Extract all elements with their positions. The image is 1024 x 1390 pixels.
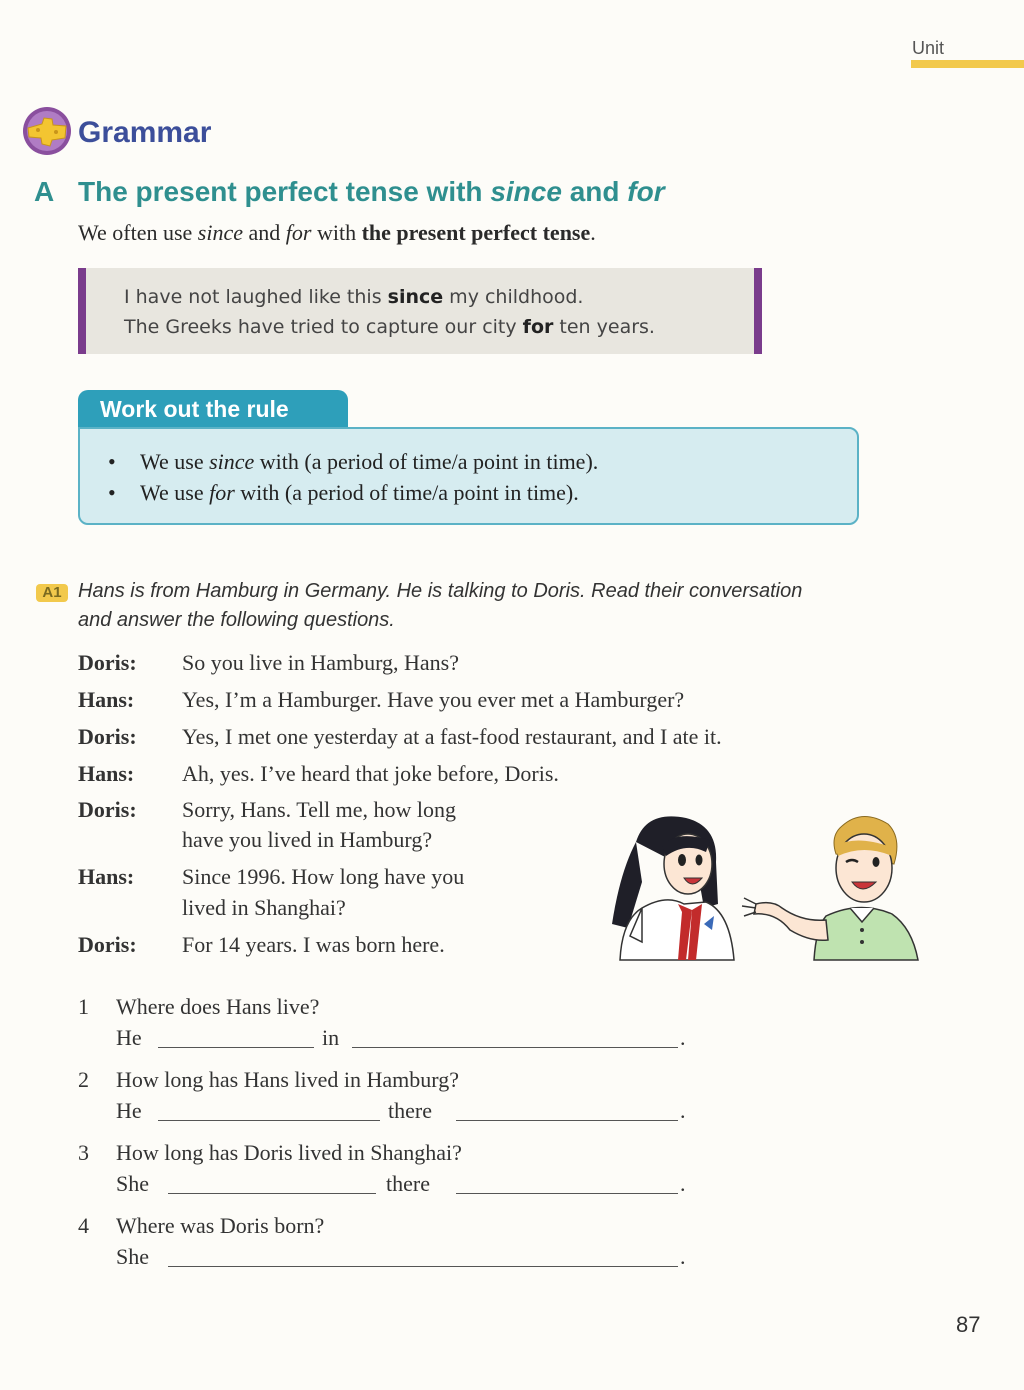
dialogue-line: lived in Shanghai? — [182, 895, 346, 920]
rule-item: • We use since with (a period of time/a point in time). — [108, 449, 599, 474]
dialogue-line: Yes, I met one yesterday at a fast-food restaurant, and I ate it. — [182, 724, 722, 749]
doris-figure — [612, 816, 734, 960]
dialogue-line: Yes, I’m a Hamburger. Have you ever met a Hamburger? — [182, 687, 685, 712]
answer-blank[interactable] — [168, 1266, 678, 1267]
answer-middle-word: there — [388, 1098, 432, 1123]
dialogue-speaker: Doris: — [78, 932, 137, 957]
example-sentence: I have not laughed like this since my childhood. — [124, 286, 584, 308]
answer-start-word: She — [116, 1171, 149, 1196]
activity-instruction: and answer the following questions. — [78, 609, 395, 631]
page-number: 87 — [956, 1312, 981, 1337]
answer-blank[interactable] — [168, 1193, 376, 1194]
dialogue-speaker: Doris: — [78, 724, 137, 749]
dialogue-line: So you live in Hamburg, Hans? — [182, 650, 460, 675]
answer-blank[interactable] — [352, 1047, 678, 1048]
answer-start-word: She — [116, 1244, 149, 1269]
answer-blank[interactable] — [456, 1120, 678, 1121]
answer-period: . — [680, 1098, 686, 1123]
example-sentence: The Greeks have tried to capture our city for ten years. — [124, 316, 655, 338]
answer-middle-word: in — [322, 1025, 340, 1050]
answer-start-word: He — [116, 1098, 142, 1123]
dialogue-line: Sorry, Hans. Tell me, how long — [182, 797, 457, 822]
rule-title: Work out the rule — [100, 396, 289, 422]
answer-middle-word: there — [386, 1171, 430, 1196]
dialogue-line: have you lived in Hamburg? — [182, 827, 433, 852]
question-text: How long has Doris lived in Shanghai? — [116, 1140, 462, 1165]
activity-instruction: Hans is from Hamburg in Germany. He is talking to Doris. Read their conversation — [78, 580, 803, 602]
hans-figure — [742, 816, 918, 960]
answer-blank[interactable] — [456, 1193, 678, 1194]
dialogue-line: Since 1996. How long have you — [182, 864, 465, 889]
puzzle-icon — [22, 106, 72, 156]
section-letter: A — [34, 176, 55, 207]
unit-tab-bar — [911, 60, 1024, 68]
answer-period: . — [680, 1025, 686, 1050]
question-number: 4 — [78, 1213, 89, 1238]
answer-start-word: He — [116, 1025, 142, 1050]
dialogue-speaker: Doris: — [78, 650, 137, 675]
grammar-heading: Grammar — [78, 116, 212, 149]
dialogue-speaker: Doris: — [78, 797, 137, 822]
section-intro: We often use since and for with the present perfect tense. — [78, 220, 596, 245]
question-number: 1 — [78, 994, 89, 1019]
dialogue-line: For 14 years. I was born here. — [182, 932, 445, 957]
unit-label: Unit — [912, 38, 945, 58]
question-number: 2 — [78, 1067, 89, 1092]
dialogue-speaker: Hans: — [78, 761, 135, 786]
activity-badge: A1 — [36, 584, 68, 602]
question-text: Where was Doris born? — [116, 1213, 325, 1238]
rule-tab — [78, 390, 348, 432]
question-text: Where does Hans live? — [116, 994, 320, 1019]
dialogue-line: Ah, yes. I’ve heard that joke before, Doris. — [182, 761, 559, 786]
doris-hans-illustration — [606, 812, 922, 962]
dialogue-speaker: Hans: — [78, 687, 135, 712]
answer-blank[interactable] — [158, 1047, 314, 1048]
answer-period: . — [680, 1171, 686, 1196]
question-number: 3 — [78, 1140, 89, 1165]
example-box — [78, 268, 762, 354]
dialogue-speaker: Hans: — [78, 864, 135, 889]
rule-box — [78, 427, 859, 525]
section-title: The present perfect tense with since and for — [78, 176, 665, 207]
answer-period: . — [680, 1244, 686, 1269]
answer-blank[interactable] — [158, 1120, 380, 1121]
question-text: How long has Hans lived in Hamburg? — [116, 1067, 459, 1092]
rule-item: • We use for with (a period of time/a point in time). — [108, 480, 579, 505]
